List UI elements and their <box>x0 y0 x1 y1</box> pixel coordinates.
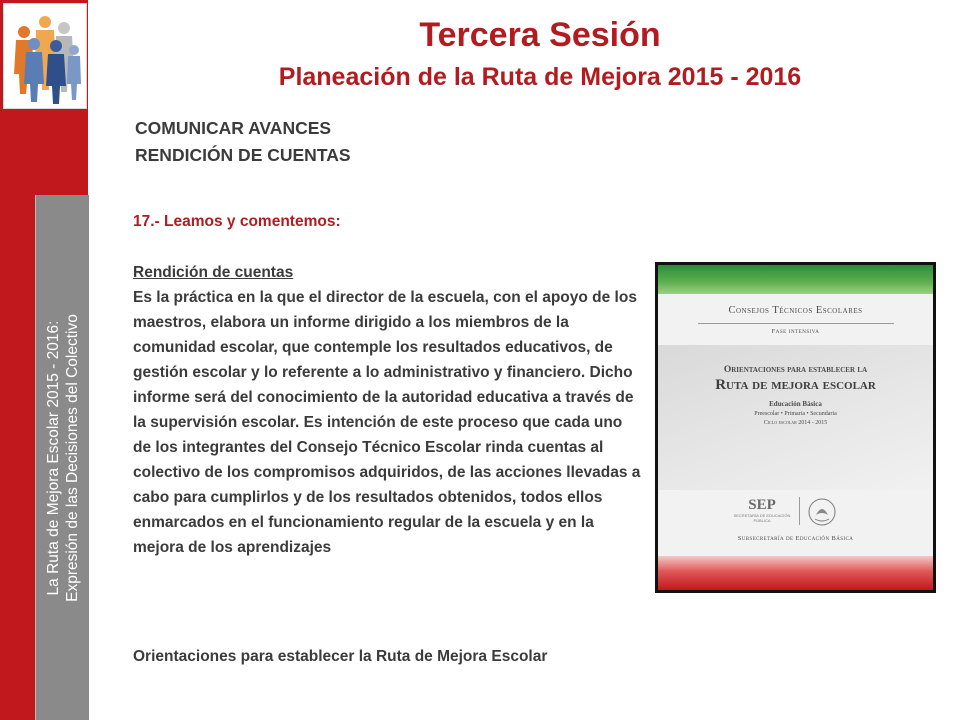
left-sidebar-bar <box>0 0 88 720</box>
document-cover-image <box>655 262 936 593</box>
section-heading-rendicion: RENDICIÓN DE CUENTAS <box>135 145 351 165</box>
cover-cycle: Ciclo escolar 2014 - 2015 <box>763 420 828 426</box>
vertical-caption-panel <box>35 195 89 720</box>
page-title: Tercera Sesión <box>419 16 661 54</box>
cover-level: Educación Básica <box>769 400 822 408</box>
vertical-caption-line2: Expresión de las Decisiones del Colectivo <box>63 313 81 602</box>
cover-rule <box>698 323 894 324</box>
cover-orientaciones: Orientaciones para establecer la <box>723 365 868 375</box>
term-heading: Rendición de cuentas <box>133 264 294 281</box>
vertical-caption <box>44 195 82 720</box>
logo <box>3 3 87 109</box>
sep-logo-subtitle: SECRETARÍA DE EDUCACIÓN PÚBLICA <box>733 513 791 523</box>
sep-logo-block <box>733 497 863 527</box>
vertical-caption-line1: La Ruta de Mejora Escolar 2015 - 2016: <box>44 320 62 595</box>
page-subtitle: Planeación de la Ruta de Mejora 2015 - 2016 <box>278 63 802 91</box>
cover-series: Consejos Técnicos Escolares <box>728 305 863 316</box>
sep-divider <box>799 497 800 525</box>
cover-grades: Preescolar • Primaria • Secundaria <box>754 411 837 417</box>
cover-red-band <box>658 556 933 590</box>
section-headings <box>135 115 351 169</box>
cover-subsecretaria: Subsecretaría de Educación Básica <box>737 535 854 542</box>
sep-logo: SEP <box>748 497 776 513</box>
source-reference: Orientaciones para establecer la Ruta de Mejora Escolar <box>133 648 548 665</box>
reading-text <box>133 260 643 560</box>
people-group-icon <box>4 4 86 108</box>
cover-green-band <box>658 265 933 294</box>
term-definition: Es la práctica en la que el director de la escuela, con el apoyo de los maestros, elabora un informe dirigido a los miembros de la comunidad escolar, que contemple los resultados educativos, de gestión escolar y lo referente a lo administrativo y financiero. Dicho informe será del conocimiento de la autoridad educativa a través de la supervisión escolar. Es intención de este proceso que cada uno de los integrantes del Consejo Técnico Escolar rinda cuentas al colectivo de los compromisos adquiridos, de las acciones llevadas a cabo para cumplirlos y de los resultados obtenidos, todos ellos enmarcados en el funcionamiento regular de la escuela y en la mejora de los aprendizajes <box>133 289 641 556</box>
mexico-coat-of-arms-icon <box>807 497 837 527</box>
activity-prompt: 17.- Leamos y comentemos: <box>133 213 341 230</box>
cover-phase: Fase intensiva <box>771 328 820 335</box>
cover-ruta-title: Ruta de mejora escolar <box>715 377 876 393</box>
section-heading-avances: COMUNICAR AVANCES <box>135 118 332 138</box>
